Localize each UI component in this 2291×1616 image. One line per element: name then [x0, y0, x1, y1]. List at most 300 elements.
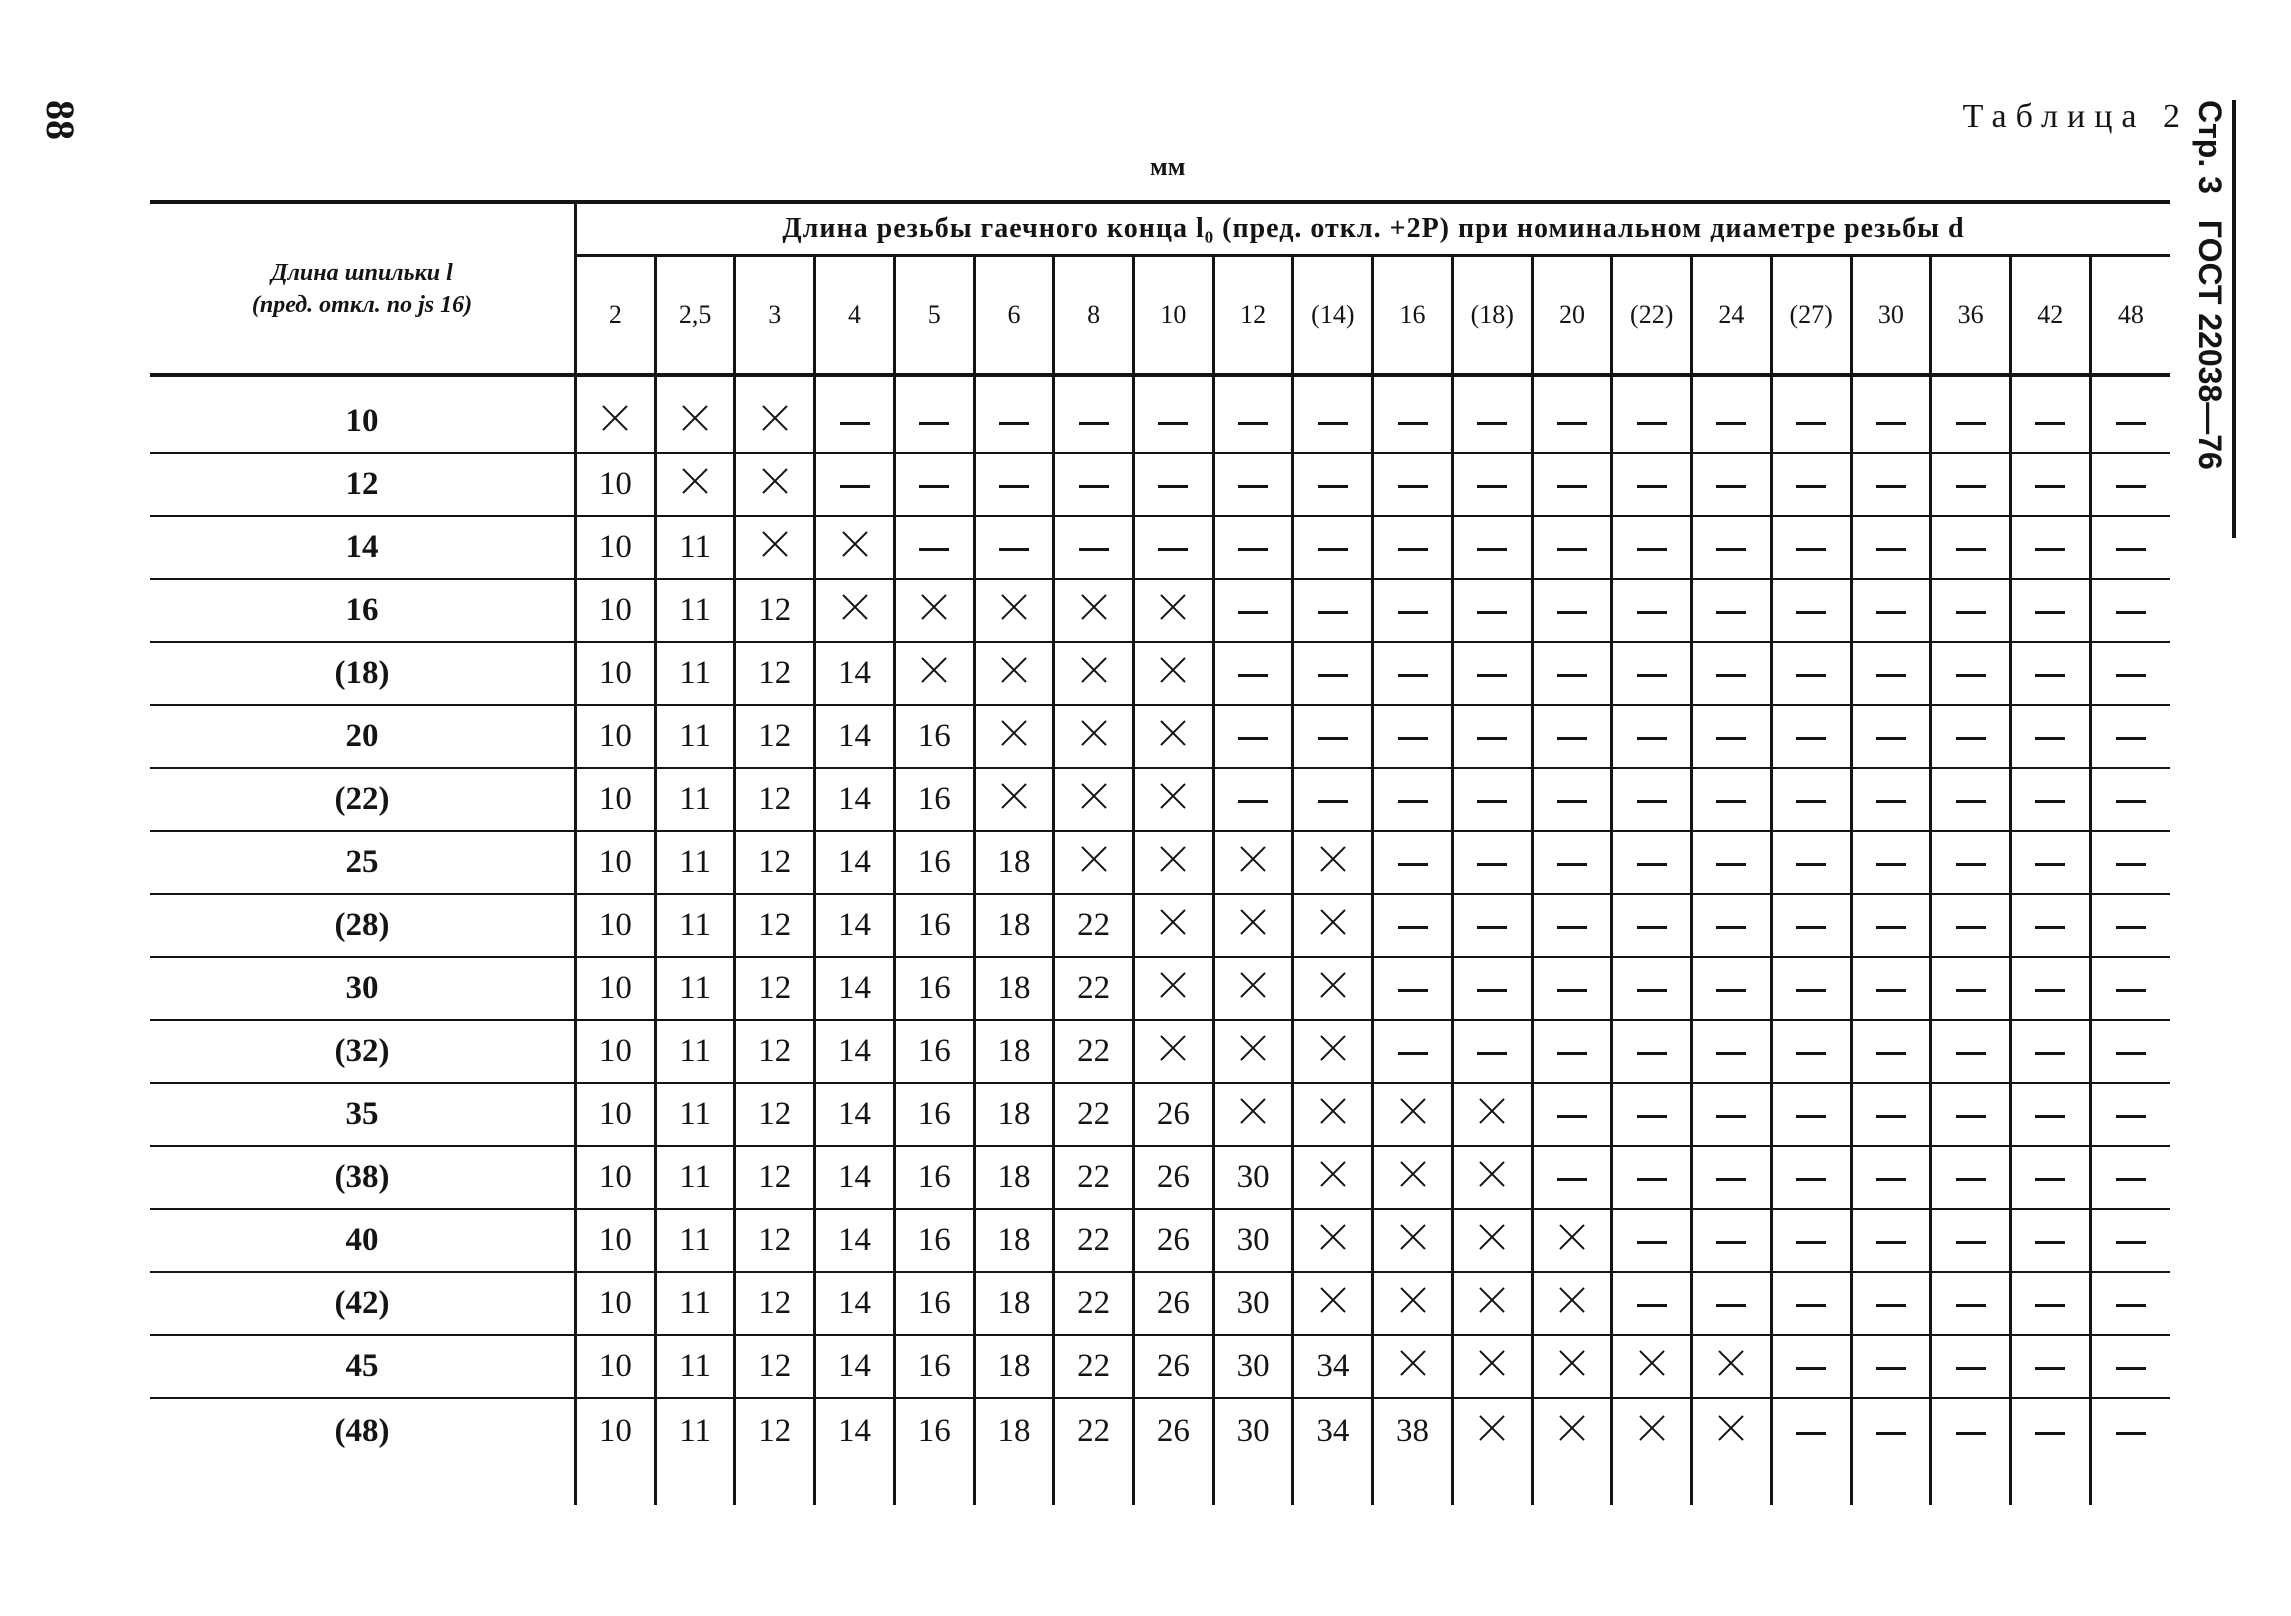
- dash-mark-icon: [1876, 926, 1906, 929]
- thread-length-cell: 12: [735, 831, 815, 894]
- cross-mark-icon: [1559, 1287, 1585, 1313]
- stud-length-cell: (38): [150, 1146, 576, 1209]
- empty-cell: [2010, 579, 2090, 642]
- table-row: [150, 1209, 2170, 1272]
- dash-mark-icon: [1318, 800, 1348, 803]
- dash-mark-icon: [2035, 926, 2065, 929]
- not-applicable-cell: [735, 516, 815, 579]
- empty-cell: [1213, 642, 1293, 705]
- not-applicable-cell: [576, 375, 656, 453]
- empty-cell: [2090, 1020, 2170, 1083]
- dash-mark-icon: [919, 548, 949, 551]
- thread-length-cell: 12: [735, 1020, 815, 1083]
- thread-length-cell: 26: [1134, 1335, 1214, 1398]
- not-applicable-cell: [1612, 1335, 1692, 1398]
- empty-cell: [2090, 1335, 2170, 1398]
- not-applicable-cell: [1134, 831, 1214, 894]
- dash-mark-icon: [1876, 737, 1906, 740]
- dash-mark-icon: [1956, 1304, 1986, 1307]
- dash-mark-icon: [1557, 485, 1587, 488]
- empty-cell: [1532, 1020, 1612, 1083]
- dash-mark-icon: [1637, 1241, 1667, 1244]
- dash-mark-icon: [1796, 1178, 1826, 1181]
- cross-mark-icon: [1160, 972, 1186, 998]
- dash-mark-icon: [1876, 485, 1906, 488]
- dash-mark-icon: [1716, 1052, 1746, 1055]
- cross-mark-icon: [1320, 846, 1346, 872]
- table-row: [150, 894, 2170, 957]
- table-row: [150, 1146, 2170, 1209]
- table-row: [150, 516, 2170, 579]
- cross-mark-icon: [842, 594, 868, 620]
- dash-mark-icon: [1557, 548, 1587, 551]
- thread-length-cell: 26: [1134, 1146, 1214, 1209]
- cross-mark-icon: [1001, 594, 1027, 620]
- dash-mark-icon: [2035, 548, 2065, 551]
- dash-mark-icon: [1876, 1241, 1906, 1244]
- dash-mark-icon: [1557, 989, 1587, 992]
- dash-mark-icon: [2116, 611, 2146, 614]
- empty-cell: [1851, 516, 1931, 579]
- dash-mark-icon: [1398, 800, 1428, 803]
- thread-length-cell: 10: [576, 957, 656, 1020]
- dash-mark-icon: [1956, 611, 1986, 614]
- dash-mark-icon: [1796, 674, 1826, 677]
- units-label: мм: [1150, 152, 1186, 181]
- dash-mark-icon: [1956, 548, 1986, 551]
- empty-cell: [1452, 768, 1532, 831]
- empty-cell: [2090, 831, 2170, 894]
- empty-cell: [2010, 1083, 2090, 1146]
- thread-length-cell: 10: [576, 768, 656, 831]
- dash-mark-icon: [1637, 422, 1667, 425]
- dash-mark-icon: [1637, 800, 1667, 803]
- empty-cell: [1771, 957, 1851, 1020]
- dash-mark-icon: [1238, 737, 1268, 740]
- thread-length-cell: 11: [655, 1146, 735, 1209]
- empty-cell: [2090, 1146, 2170, 1209]
- empty-cell: [2010, 1272, 2090, 1335]
- empty-cell: [1931, 375, 2011, 453]
- empty-cell: [1293, 579, 1373, 642]
- not-applicable-cell: [735, 453, 815, 516]
- diameter-header: 30: [1851, 256, 1931, 376]
- empty-cell: [1213, 375, 1293, 453]
- cross-mark-icon: [1081, 846, 1107, 872]
- dash-mark-icon: [1477, 422, 1507, 425]
- dash-mark-icon: [1318, 611, 1348, 614]
- empty-cell: [1931, 516, 2011, 579]
- cross-mark-icon: [762, 531, 788, 557]
- thread-length-cell: 30: [1213, 1398, 1293, 1505]
- dash-mark-icon: [1796, 548, 1826, 551]
- thread-length-cell: 10: [576, 1272, 656, 1335]
- thread-length-cell: 22: [1054, 1083, 1134, 1146]
- cross-mark-icon: [1001, 783, 1027, 809]
- thread-length-cell: 12: [735, 705, 815, 768]
- thread-length-cell: 11: [655, 1272, 735, 1335]
- dash-mark-icon: [1796, 989, 1826, 992]
- dash-mark-icon: [1716, 674, 1746, 677]
- not-applicable-cell: [1373, 1146, 1453, 1209]
- dash-mark-icon: [840, 422, 870, 425]
- not-applicable-cell: [1532, 1209, 1612, 1272]
- dash-mark-icon: [1637, 611, 1667, 614]
- dash-mark-icon: [1637, 1115, 1667, 1118]
- thread-length-cell: 18: [974, 894, 1054, 957]
- diameter-header: 3: [735, 256, 815, 376]
- not-applicable-cell: [1213, 894, 1293, 957]
- cross-mark-icon: [1160, 846, 1186, 872]
- empty-cell: [1612, 642, 1692, 705]
- empty-cell: [1931, 1146, 2011, 1209]
- dash-mark-icon: [1956, 800, 1986, 803]
- dash-mark-icon: [1956, 989, 1986, 992]
- thread-length-cell: 14: [815, 642, 895, 705]
- not-applicable-cell: [1373, 1272, 1453, 1335]
- empty-cell: [1373, 1020, 1453, 1083]
- dash-mark-icon: [1796, 737, 1826, 740]
- dash-mark-icon: [1716, 422, 1746, 425]
- empty-cell: [1851, 1020, 1931, 1083]
- empty-cell: [1851, 831, 1931, 894]
- not-applicable-cell: [1213, 1020, 1293, 1083]
- empty-cell: [1452, 957, 1532, 1020]
- not-applicable-cell: [1134, 579, 1214, 642]
- dash-mark-icon: [1318, 485, 1348, 488]
- empty-cell: [1612, 1020, 1692, 1083]
- empty-cell: [1612, 831, 1692, 894]
- dash-mark-icon: [1398, 611, 1428, 614]
- dash-mark-icon: [1716, 1304, 1746, 1307]
- cross-mark-icon: [1479, 1098, 1505, 1124]
- stud-length-cell: (42): [150, 1272, 576, 1335]
- thread-length-cell: 11: [655, 705, 735, 768]
- thread-length-cell: 18: [974, 1146, 1054, 1209]
- thread-length-cell: 16: [894, 1209, 974, 1272]
- table-row: [150, 831, 2170, 894]
- dash-mark-icon: [2035, 1115, 2065, 1118]
- thread-length-cell: 16: [894, 957, 974, 1020]
- thread-length-cell: 14: [815, 1209, 895, 1272]
- thread-length-cell: 14: [815, 1020, 895, 1083]
- dash-mark-icon: [1956, 485, 1986, 488]
- diameter-header: 2: [576, 256, 656, 376]
- empty-cell: [1373, 768, 1453, 831]
- dash-mark-icon: [1637, 548, 1667, 551]
- thread-length-cell: 22: [1054, 1209, 1134, 1272]
- dash-mark-icon: [1796, 1115, 1826, 1118]
- empty-cell: [1931, 1398, 2011, 1505]
- dash-mark-icon: [1716, 611, 1746, 614]
- empty-cell: [1532, 375, 1612, 453]
- thread-length-cell: 11: [655, 957, 735, 1020]
- thread-length-cell: 18: [974, 1272, 1054, 1335]
- empty-cell: [1213, 705, 1293, 768]
- empty-cell: [2090, 1083, 2170, 1146]
- dash-mark-icon: [1796, 485, 1826, 488]
- table-row: [150, 642, 2170, 705]
- cross-mark-icon: [1240, 846, 1266, 872]
- empty-cell: [2010, 1020, 2090, 1083]
- dash-mark-icon: [1557, 1178, 1587, 1181]
- empty-cell: [1612, 579, 1692, 642]
- not-applicable-cell: [1134, 957, 1214, 1020]
- stud-length-cell: (48): [334, 1413, 390, 1449]
- empty-cell: [1612, 894, 1692, 957]
- cross-mark-icon: [1240, 1098, 1266, 1124]
- stud-length-cell: 30: [150, 957, 576, 1020]
- empty-cell: [1851, 1335, 1931, 1398]
- table-row: [150, 1398, 2170, 1505]
- dash-mark-icon: [1557, 1115, 1587, 1118]
- dash-mark-icon: [1956, 674, 1986, 677]
- dash-mark-icon: [2116, 800, 2146, 803]
- empty-cell: [2010, 453, 2090, 516]
- thread-length-cell: 14: [815, 1146, 895, 1209]
- not-applicable-cell: [1293, 1272, 1373, 1335]
- dash-mark-icon: [1876, 548, 1906, 551]
- thread-length-cell: 18: [974, 1083, 1054, 1146]
- table-row: [150, 579, 2170, 642]
- cross-mark-icon: [1160, 1035, 1186, 1061]
- not-applicable-cell: [1452, 1335, 1532, 1398]
- dash-mark-icon: [1716, 485, 1746, 488]
- empty-cell: [1293, 516, 1373, 579]
- not-applicable-cell: [974, 768, 1054, 831]
- cross-mark-icon: [1160, 657, 1186, 683]
- cross-mark-icon: [1001, 657, 1027, 683]
- dash-mark-icon: [2035, 800, 2065, 803]
- thread-length-cell: 16: [894, 894, 974, 957]
- dash-mark-icon: [1398, 989, 1428, 992]
- empty-cell: [1373, 705, 1453, 768]
- empty-cell: [1612, 957, 1692, 1020]
- dash-mark-icon: [1796, 1432, 1826, 1435]
- dash-mark-icon: [1716, 548, 1746, 551]
- dash-mark-icon: [1637, 926, 1667, 929]
- empty-cell: [1532, 894, 1612, 957]
- empty-cell: [1692, 453, 1772, 516]
- empty-cell: [1931, 831, 2011, 894]
- empty-cell: [1851, 453, 1931, 516]
- thread-length-cell: 14: [815, 1335, 895, 1398]
- row-header-cell: [150, 202, 576, 375]
- dash-mark-icon: [1956, 1052, 1986, 1055]
- diameter-header: 20: [1532, 256, 1612, 376]
- dash-mark-icon: [1716, 926, 1746, 929]
- dash-mark-icon: [1557, 1052, 1587, 1055]
- thread-length-cell: 11: [655, 1335, 735, 1398]
- not-applicable-cell: [1373, 1083, 1453, 1146]
- empty-cell: [2010, 831, 2090, 894]
- empty-cell: [1692, 1146, 1772, 1209]
- thread-length-cell: 16: [894, 768, 974, 831]
- dash-mark-icon: [1876, 1367, 1906, 1370]
- thread-length-cell: 14: [815, 1272, 895, 1335]
- not-applicable-cell: [1612, 1398, 1692, 1505]
- empty-cell: [2010, 375, 2090, 453]
- not-applicable-cell: [1532, 1335, 1612, 1398]
- empty-cell: [1532, 768, 1612, 831]
- dash-mark-icon: [1477, 611, 1507, 614]
- empty-cell: [1771, 1335, 1851, 1398]
- empty-cell: [1213, 453, 1293, 516]
- thread-length-cell: 30: [1213, 1335, 1293, 1398]
- not-applicable-cell: [1213, 957, 1293, 1020]
- cross-mark-icon: [1559, 1350, 1585, 1376]
- thread-length-cell: 12: [735, 579, 815, 642]
- empty-cell: [1851, 705, 1931, 768]
- table-row: [150, 375, 2170, 453]
- cross-mark-icon: [1400, 1098, 1426, 1124]
- stud-length-cell: (22): [150, 768, 576, 831]
- thread-length-cell: 12: [735, 642, 815, 705]
- not-applicable-cell: [815, 579, 895, 642]
- diameter-header: 36: [1931, 256, 2011, 376]
- not-applicable-cell: [1373, 1209, 1453, 1272]
- empty-cell: [1771, 453, 1851, 516]
- empty-cell: [1771, 768, 1851, 831]
- empty-cell: [1931, 1209, 2011, 1272]
- cross-mark-icon: [682, 405, 708, 431]
- dash-mark-icon: [2116, 863, 2146, 866]
- dash-mark-icon: [1637, 989, 1667, 992]
- thread-length-cell: 10: [576, 894, 656, 957]
- dash-mark-icon: [1796, 1304, 1826, 1307]
- not-applicable-cell: [974, 579, 1054, 642]
- thread-length-cell: 30: [1213, 1209, 1293, 1272]
- cross-mark-icon: [1479, 1287, 1505, 1313]
- empty-cell: [1612, 1272, 1692, 1335]
- cross-mark-icon: [1081, 720, 1107, 746]
- diameter-header: 10: [1134, 256, 1214, 376]
- thread-length-cell: 22: [1054, 1146, 1134, 1209]
- empty-cell: [1771, 1146, 1851, 1209]
- dash-mark-icon: [1238, 800, 1268, 803]
- diameter-header: (27): [1771, 256, 1851, 376]
- thread-length-cell: 12: [735, 1398, 815, 1505]
- not-applicable-cell: [1373, 1335, 1453, 1398]
- dash-mark-icon: [1796, 1367, 1826, 1370]
- thread-length-cell: 11: [655, 768, 735, 831]
- empty-cell: [1851, 1398, 1931, 1505]
- dash-mark-icon: [1876, 422, 1906, 425]
- not-applicable-cell: [1213, 831, 1293, 894]
- empty-cell: [974, 375, 1054, 453]
- cross-mark-icon: [1320, 1224, 1346, 1250]
- dash-mark-icon: [1318, 422, 1348, 425]
- dash-mark-icon: [1716, 1178, 1746, 1181]
- dash-mark-icon: [2035, 422, 2065, 425]
- not-applicable-cell: [1532, 1398, 1612, 1505]
- dash-mark-icon: [1637, 1178, 1667, 1181]
- empty-cell: [1134, 516, 1214, 579]
- thread-length-cell: 11: [655, 894, 735, 957]
- empty-cell: [1452, 894, 1532, 957]
- dash-mark-icon: [2035, 1304, 2065, 1307]
- empty-cell: [1851, 642, 1931, 705]
- empty-cell: [1692, 705, 1772, 768]
- dash-mark-icon: [2035, 485, 2065, 488]
- diameter-header: 48: [2090, 256, 2170, 376]
- cross-mark-icon: [1001, 720, 1027, 746]
- not-applicable-cell: [1054, 831, 1134, 894]
- table-row: [150, 1083, 2170, 1146]
- empty-cell: [1851, 1272, 1931, 1335]
- empty-cell: [1452, 831, 1532, 894]
- side-rule: [2232, 100, 2236, 538]
- empty-cell: [2090, 768, 2170, 831]
- dash-mark-icon: [1637, 863, 1667, 866]
- stud-length-cell: (32): [150, 1020, 576, 1083]
- thread-length-cell: 18: [974, 1020, 1054, 1083]
- empty-cell: [1293, 453, 1373, 516]
- empty-cell: [2090, 705, 2170, 768]
- dash-mark-icon: [2116, 926, 2146, 929]
- empty-cell: [1213, 579, 1293, 642]
- thread-length-cell: 12: [735, 1083, 815, 1146]
- dash-mark-icon: [2035, 989, 2065, 992]
- thread-length-cell: 10: [576, 1335, 656, 1398]
- thread-length-cell: 18: [974, 1209, 1054, 1272]
- dash-mark-icon: [2116, 674, 2146, 677]
- row-header-line2: (пред. откл. по js 16): [251, 291, 473, 318]
- empty-cell: [974, 516, 1054, 579]
- not-applicable-cell: [1134, 768, 1214, 831]
- thread-length-cell: 12: [735, 1335, 815, 1398]
- dash-mark-icon: [2116, 485, 2146, 488]
- empty-cell: [1692, 1083, 1772, 1146]
- thread-length-cell: 11: [655, 1398, 735, 1505]
- dash-mark-icon: [1876, 989, 1906, 992]
- not-applicable-cell: [1532, 1272, 1612, 1335]
- not-applicable-cell: [1213, 1083, 1293, 1146]
- thread-length-cell: 18: [974, 957, 1054, 1020]
- side-header: [2191, 100, 2228, 470]
- dash-mark-icon: [1318, 548, 1348, 551]
- empty-cell: [1771, 1272, 1851, 1335]
- empty-cell: [1373, 516, 1453, 579]
- empty-cell: [1692, 831, 1772, 894]
- table-row: [150, 957, 2170, 1020]
- empty-cell: [1771, 705, 1851, 768]
- dash-mark-icon: [1557, 674, 1587, 677]
- table-row: [150, 1020, 2170, 1083]
- diameter-header: 16: [1373, 256, 1453, 376]
- empty-cell: [1771, 516, 1851, 579]
- stud-length-cell: 35: [150, 1083, 576, 1146]
- not-applicable-cell: [735, 375, 815, 453]
- empty-cell: [1851, 768, 1931, 831]
- empty-cell: [2090, 957, 2170, 1020]
- dash-mark-icon: [1876, 611, 1906, 614]
- side-standard-label: ГОСТ 22038—76: [2192, 219, 2228, 470]
- empty-cell: [1293, 768, 1373, 831]
- empty-cell: [1452, 516, 1532, 579]
- dash-mark-icon: [2035, 1367, 2065, 1370]
- dash-mark-icon: [1637, 737, 1667, 740]
- cross-mark-icon: [1240, 909, 1266, 935]
- cross-mark-icon: [1479, 1224, 1505, 1250]
- cross-mark-icon: [1081, 594, 1107, 620]
- not-applicable-cell: [894, 642, 974, 705]
- not-applicable-cell: [974, 642, 1054, 705]
- empty-cell: [1931, 453, 2011, 516]
- cross-mark-icon: [1320, 1098, 1346, 1124]
- empty-cell: [1293, 375, 1373, 453]
- not-applicable-cell: [1134, 642, 1214, 705]
